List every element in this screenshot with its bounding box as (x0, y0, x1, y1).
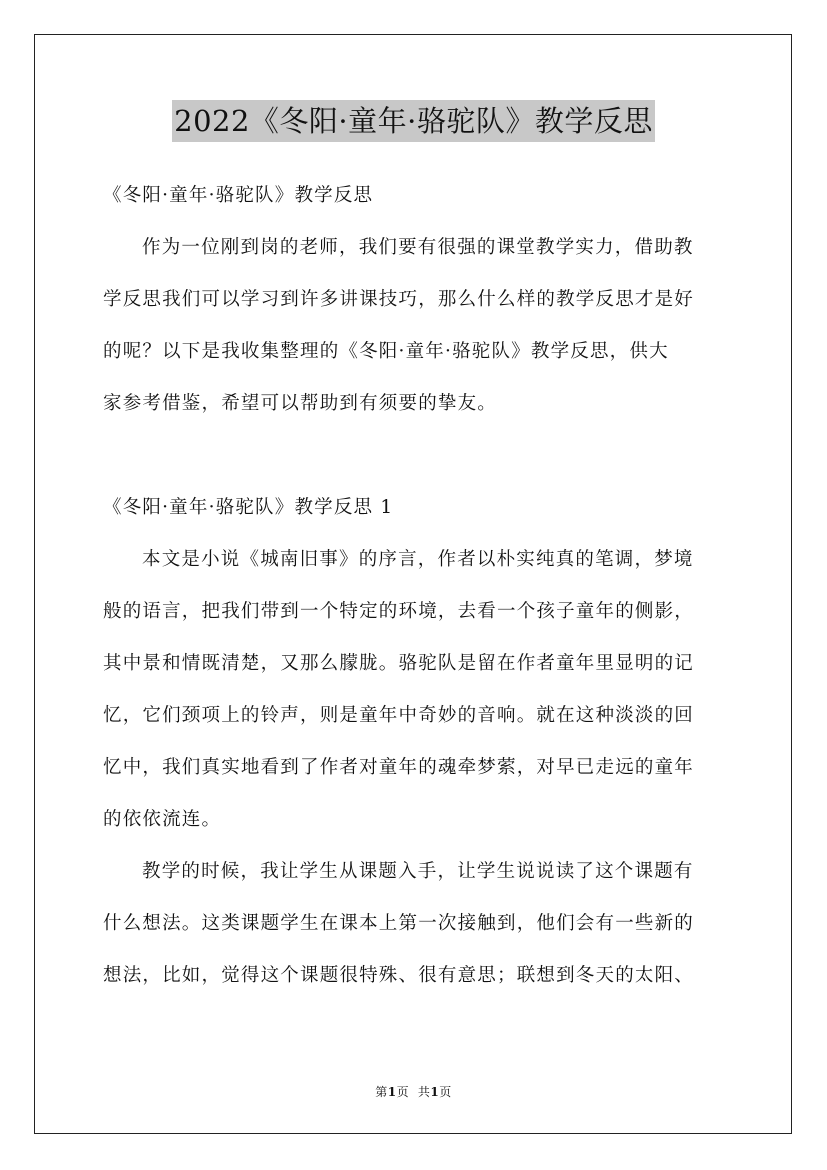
intro-line: 的呢？以下是我收集整理的《冬阳·童年·骆驼队》教学反思，供大 (103, 341, 669, 362)
intro-line: 作为一位刚到岗的老师，我们要有很强的课堂教学实力，借助教 (142, 237, 694, 258)
paragraph-gap (103, 430, 727, 482)
section-heading: 《冬阳·童年·骆驼队》教学反思 1 (103, 497, 394, 518)
para1-line: 其中景和情既清楚，又那么朦胧。骆驼队是留在作者童年里显明的记 (103, 653, 695, 674)
document-title: 2022《冬阳·童年·骆驼队》教学反思 (172, 100, 655, 142)
footer-page-suffix: 页 (396, 1085, 410, 1099)
para2-line: 什么想法。这类课题学生在课本上第一次接触到，他们会有一些新的 (103, 913, 695, 934)
footer-page-number: 1 (387, 1085, 397, 1099)
para1-line: 忆中，我们真实地看到了作者对童年的魂牵梦萦，对早已走远的童年 (103, 757, 695, 778)
para1-line: 本文是小说《城南旧事》的序言，作者以朴实纯真的笔调，梦境 (142, 549, 694, 570)
footer-total-prefix: 共 (417, 1085, 431, 1099)
footer-total-suffix: 页 (439, 1085, 452, 1099)
para1-line: 般的语言，把我们带到一个特定的环境，去看一个孩子童年的侧影， (103, 601, 695, 622)
title-block (0, 100, 827, 142)
para1-line: 的依依流连。 (103, 809, 222, 830)
document-body (103, 170, 727, 1002)
para2-line: 教学的时候，我让学生从课题入手，让学生说说读了这个课题有 (142, 861, 694, 882)
para2-line: 想法，比如，觉得这个课题很特殊、很有意思；联想到冬天的太阳、 (103, 965, 695, 986)
subtitle: 《冬阳·童年·骆驼队》教学反思 (103, 185, 374, 206)
footer-total-number: 1 (430, 1085, 440, 1099)
intro-line: 家参考借鉴，希望可以帮助到有须要的挚友。 (103, 393, 498, 414)
intro-line: 学反思我们可以学习到许多讲课技巧，那么什么样的教学反思才是好 (103, 289, 695, 310)
footer-page-prefix: 第 (375, 1085, 388, 1099)
page-footer (0, 1083, 827, 1100)
para1-line: 忆，它们颈项上的铃声，则是童年中奇妙的音响。就在这种淡淡的回 (103, 705, 695, 726)
